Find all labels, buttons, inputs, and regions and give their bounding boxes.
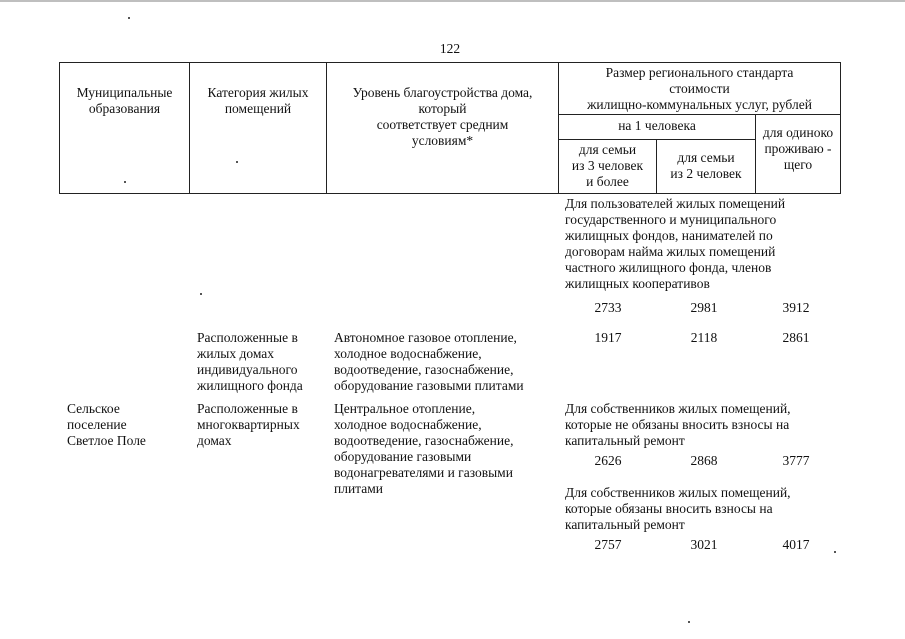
municipality-name: Сельское поселение Светлое Поле: [67, 401, 146, 448]
category-individual: Расположенные в жилых домах индивидуального жилищного фонда: [197, 330, 303, 393]
value-gas-family2: 2118: [690, 330, 718, 345]
scan-speck: [236, 161, 238, 163]
scan-speck: [124, 181, 126, 183]
scan-speck: [688, 621, 690, 623]
value-users-single: 3912: [782, 300, 810, 315]
scan-top-edge: [0, 0, 905, 2]
level-gas: Автономное газовое отопление, холодное водоснабжение, водоотведение, газоснабжение, оборудование газовыми плитами: [334, 330, 524, 393]
value-users-family3: 2733: [594, 300, 622, 315]
header-standard: Размер регионального стандарта стоимости жилищно-коммунальных услуг, рублей: [559, 63, 841, 115]
header-municipality: Муниципальные образования: [60, 63, 190, 194]
group-owners-no-repair: Для собственников жилых помещений, которые не обязаны вносить взносы на капитальный ремонт: [565, 401, 791, 448]
group-owners-repair: Для собственников жилых помещений, которые обязаны вносить взносы на капитальный ремонт: [565, 485, 791, 532]
value-owners-repair-family2: 3021: [690, 537, 718, 552]
header-single: для одиноко проживаю - щего: [756, 115, 841, 194]
value-owners-repair-family3: 2757: [594, 537, 622, 552]
page-number: 122: [439, 41, 461, 56]
value-owners-no-repair-family3: 2626: [594, 453, 622, 468]
value-owners-no-repair-single: 3777: [782, 453, 810, 468]
scan-speck: [834, 551, 836, 553]
value-owners-repair-single: 4017: [782, 537, 810, 552]
level-central: Центральное отопление, холодное водоснабжение, водоотведение, газоснабжение, оборудование газовыми водонагревателями и газовыми плитами: [334, 401, 514, 496]
scan-speck: [128, 17, 130, 19]
header-per-person: на 1 человека: [559, 115, 756, 140]
category-apartment: Расположенные в многоквартирных домах: [197, 401, 300, 448]
group-users: Для пользователей жилых помещений государственного и муниципального жилищных фондов, нанимателей по договорам найма жилых помещений частного жилищного фонда, членов жилищных кооперативов: [565, 196, 786, 291]
header-category: Категория жилых помещений: [190, 63, 327, 194]
scan-speck: [200, 293, 202, 295]
value-owners-no-repair-family2: 2868: [690, 453, 718, 468]
header-level: Уровень благоустройства дома, который соответствует средним условиям*: [327, 63, 559, 194]
table-header: [59, 62, 841, 194]
value-gas-family3: 1917: [594, 330, 622, 345]
header-family-2: для семьи из 2 человек: [657, 140, 756, 194]
value-gas-single: 2861: [782, 330, 810, 345]
value-users-family2: 2981: [690, 300, 718, 315]
header-family-3: для семьи из 3 человек и более: [559, 140, 657, 194]
